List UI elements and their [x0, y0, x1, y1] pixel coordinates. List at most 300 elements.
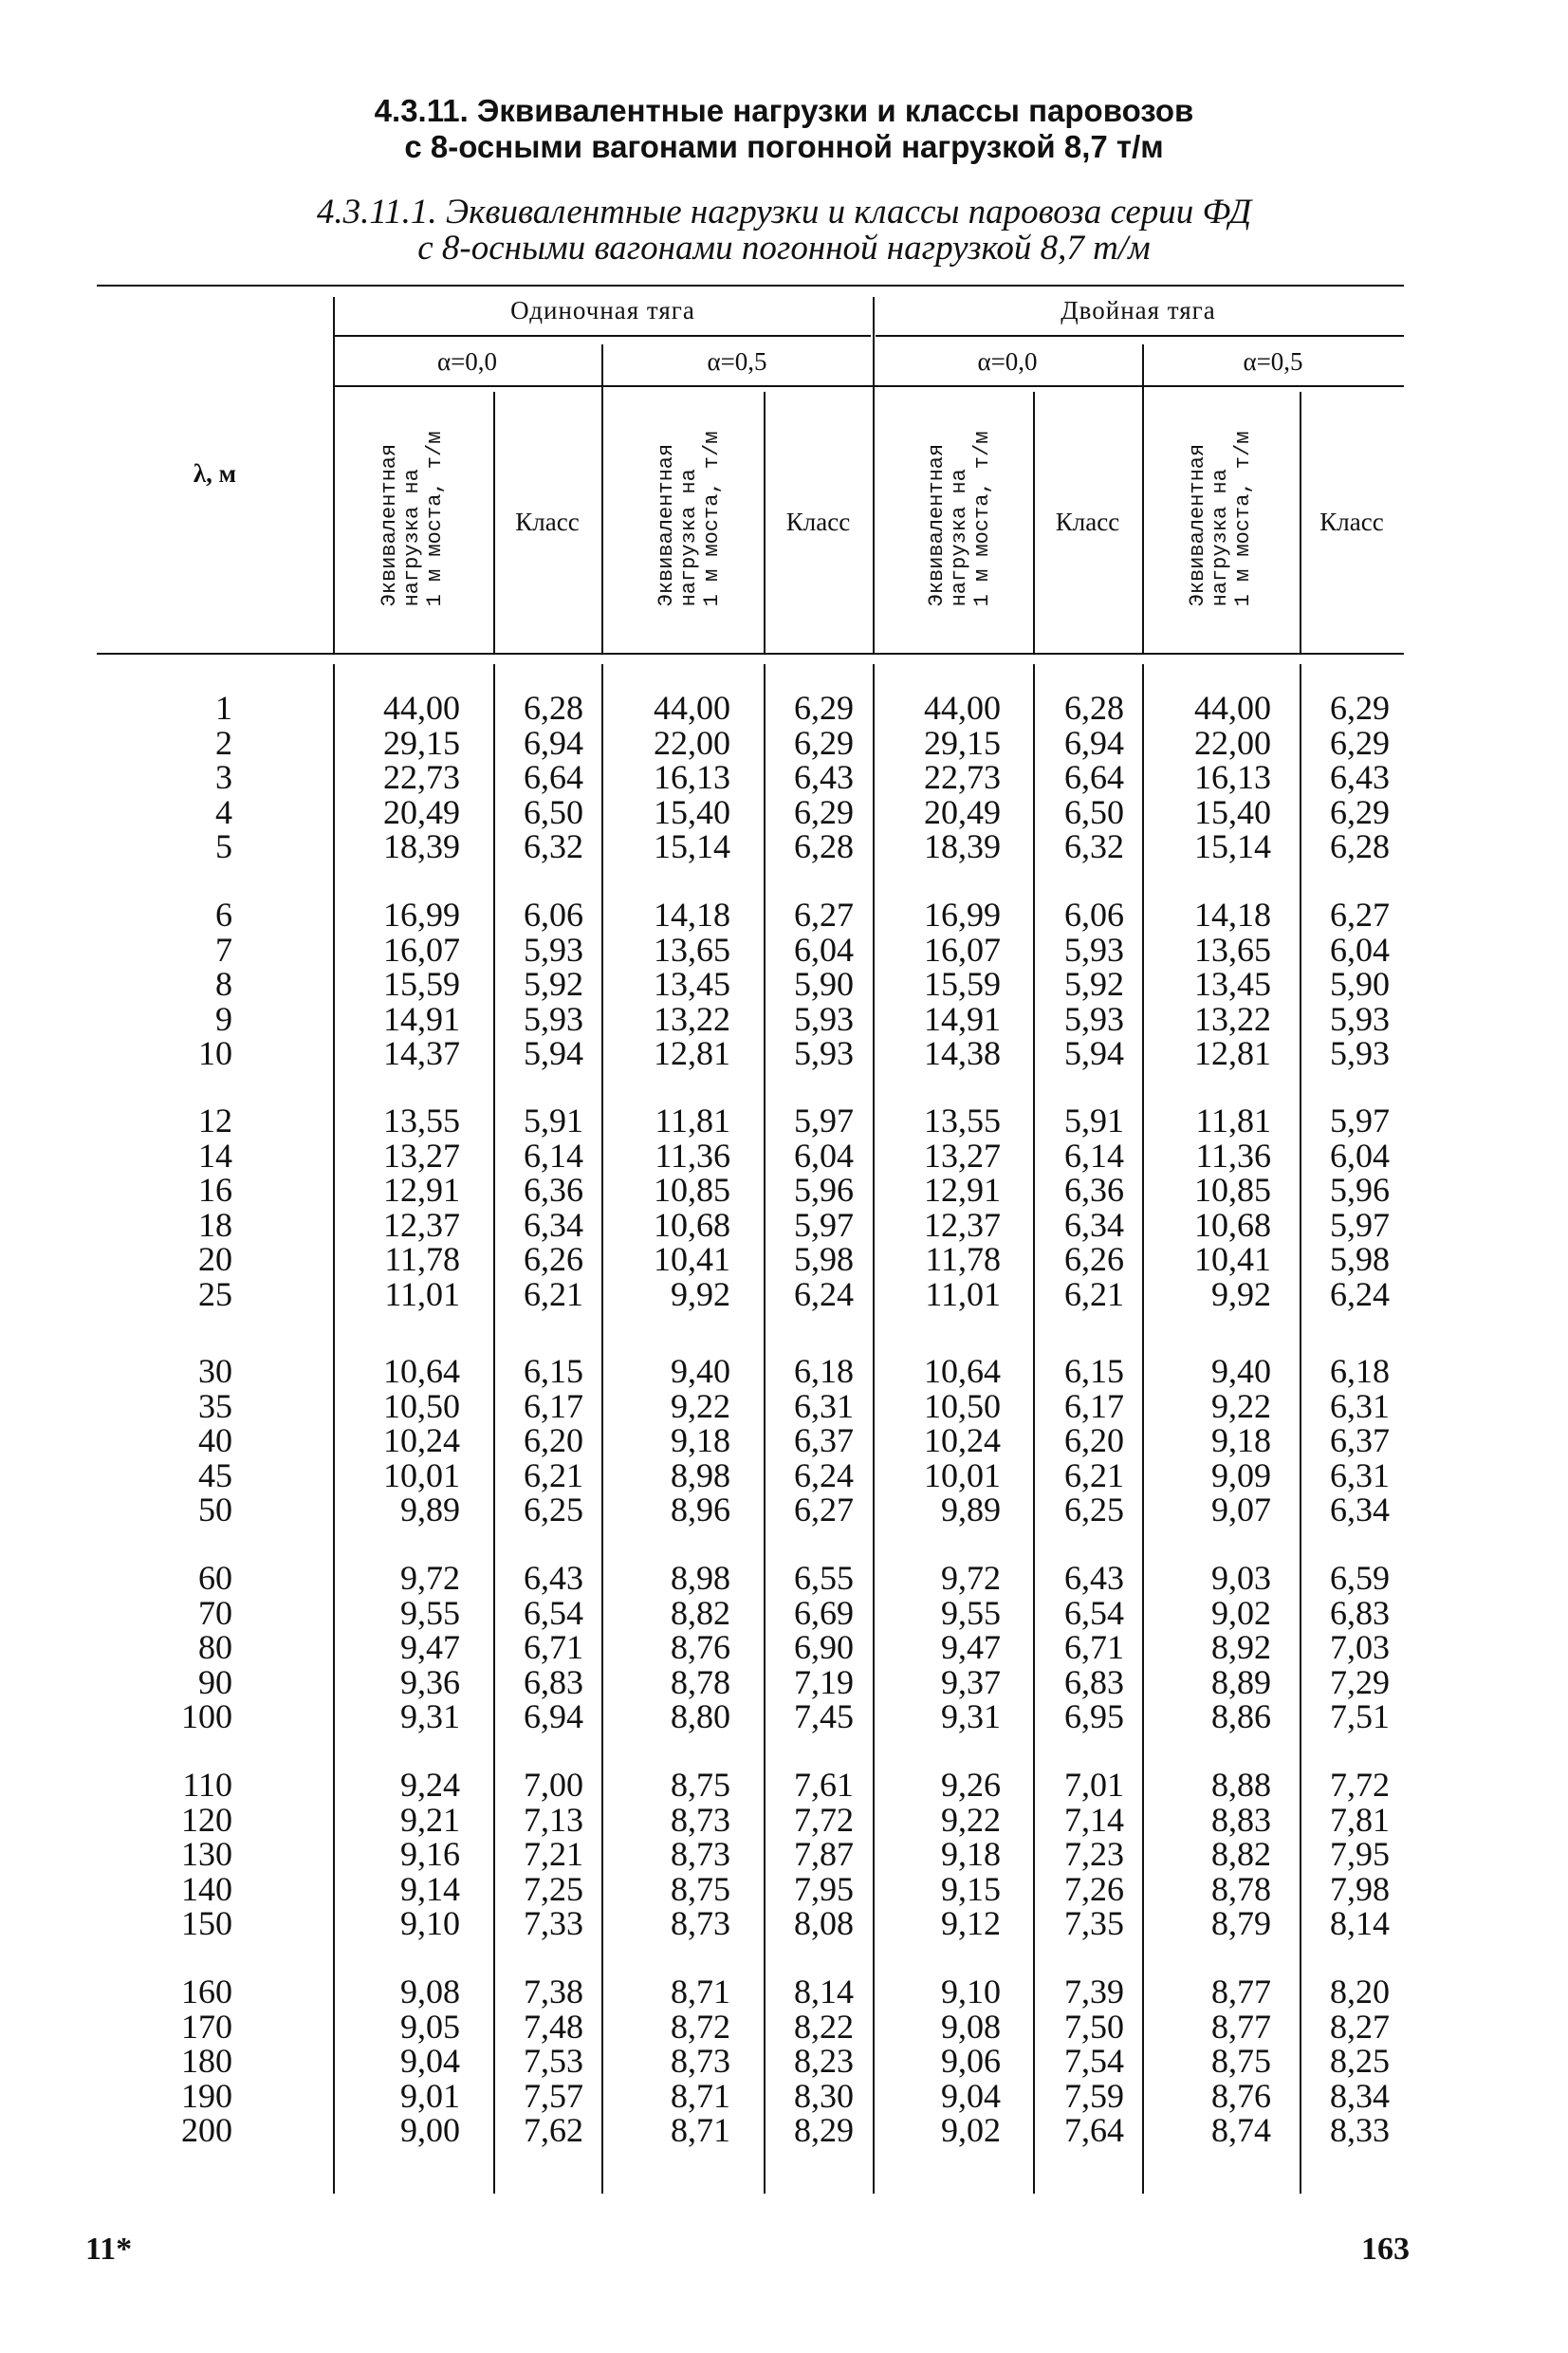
table-title-line-2: с 8-осными вагонами погонной нагрузкой 8,7 т/м: [417, 229, 1151, 268]
class-cell: 6,27: [794, 896, 854, 934]
eq-load-cell: 16,13: [654, 758, 730, 796]
eq-load-cell: 22,73: [383, 758, 460, 796]
class-header-4: Класс: [1319, 508, 1384, 536]
class-cell: 6,43: [1064, 1559, 1124, 1597]
eq-load-cell: 9,01: [400, 2076, 460, 2115]
group-header-double: Двойная тяга: [1061, 296, 1216, 324]
class-cell: 7,95: [794, 1869, 854, 1908]
lambda-cell: 16: [198, 1171, 232, 1209]
eq-load-cell: 44,00: [383, 689, 460, 727]
eq-load-cell: 9,18: [1211, 1421, 1271, 1459]
class-cell: 6,17: [524, 1386, 583, 1425]
class-cell: 6,54: [524, 1593, 583, 1632]
class-cell: 5,93: [794, 999, 854, 1038]
table-row: [0, 1699, 1568, 1734]
class-cell: 6,43: [524, 1559, 583, 1597]
eq-load-cell: 20,49: [383, 792, 460, 831]
class-cell: 8,14: [794, 1973, 854, 2010]
eq-load-cell: 9,40: [671, 1352, 730, 1390]
eq-load-cell: 11,78: [384, 1240, 460, 1278]
lambda-cell: 100: [181, 1697, 232, 1735]
eq-load-cell: 8,76: [671, 1628, 730, 1666]
class-cell: 5,91: [1064, 1102, 1124, 1139]
eq-load-cell: 10,68: [654, 1205, 730, 1244]
class-cell: 5,97: [794, 1205, 854, 1244]
eq-load-cell: 12,81: [654, 1034, 730, 1072]
eq-load-cell: 9,92: [1211, 1274, 1271, 1313]
eq-load-cell: 9,72: [400, 1559, 460, 1597]
eq-load-cell: 8,73: [671, 1835, 730, 1873]
eq-load-cell: 9,89: [941, 1491, 1001, 1529]
eq-load-cell: 15,59: [383, 965, 460, 1003]
class-cell: 8,08: [794, 1904, 854, 1942]
eq-load-cell: 9,40: [1211, 1352, 1271, 1390]
eq-load-cell: 22,00: [1194, 723, 1271, 762]
class-cell: 6,27: [794, 1491, 854, 1529]
eq-load-header-3: Эквивалентная нагрузка на 1 м моста, т/м: [925, 431, 994, 607]
table-row: [0, 1205, 1568, 1244]
class-cell: 8,29: [794, 2111, 854, 2149]
section-heading-line-2: с 8-осными вагонами погонной нагрузкой 8,7 т/м: [404, 129, 1164, 164]
class-cell: 6,64: [524, 758, 583, 796]
section-heading-line-1: 4.3.11. Эквивалентные нагрузки и классы паровозов: [374, 93, 1194, 128]
eq-load-cell: 10,24: [383, 1421, 460, 1459]
table-row: [0, 2007, 1568, 2046]
table-row: [0, 999, 1568, 1038]
class-cell: 8,20: [1330, 1973, 1390, 2010]
eq-load-cell: 8,77: [1211, 2007, 1271, 2046]
class-cell: 6,29: [1330, 689, 1390, 727]
eq-load-cell: 15,40: [1194, 792, 1271, 831]
eq-load-cell: 10,24: [924, 1421, 1001, 1459]
eq-load-cell: 20,49: [924, 792, 1001, 831]
eq-load-cell: 14,91: [924, 999, 1001, 1038]
lambda-cell: 190: [181, 2076, 232, 2115]
class-cell: 7,61: [794, 1766, 854, 1804]
eq-load-cell: 8,72: [671, 2007, 730, 2046]
eq-load-cell: 18,39: [383, 827, 460, 865]
class-cell: 5,93: [1064, 930, 1124, 969]
lambda-cell: 120: [181, 1800, 232, 1839]
double-traction-rule: [876, 335, 1404, 337]
class-cell: 6,20: [524, 1421, 583, 1459]
eq-load-cell: 9,22: [941, 1800, 1001, 1839]
table-row: [0, 1593, 1568, 1632]
eq-load-cell: 29,15: [383, 723, 460, 762]
class-cell: 5,96: [794, 1171, 854, 1209]
eq-load-cell: 9,92: [671, 1274, 730, 1313]
class-cell: 5,97: [1330, 1102, 1390, 1139]
class-cell: 7,29: [1330, 1662, 1390, 1701]
class-cell: 7,00: [524, 1766, 583, 1804]
eq-load-cell: 10,85: [654, 1171, 730, 1209]
eq-load-cell: 8,76: [1211, 2076, 1271, 2115]
table-row: [0, 1354, 1568, 1389]
lambda-cell: 9: [215, 999, 232, 1038]
table-row: [0, 1768, 1568, 1803]
lambda-cell: 20: [198, 1240, 232, 1278]
class-cell: 6,28: [794, 827, 854, 865]
class-cell: 6,21: [1064, 1455, 1124, 1494]
eq-load-cell: 8,74: [1211, 2111, 1271, 2149]
table-row: [0, 829, 1568, 864]
class-cell: 6,24: [794, 1455, 854, 1494]
lambda-cell: 6: [215, 896, 232, 934]
table-row: [0, 1423, 1568, 1458]
eq-load-cell: 9,04: [941, 2076, 1001, 2115]
table-row: [0, 967, 1568, 1002]
class-cell: 6,28: [1064, 689, 1124, 727]
eq-load-cell: 9,08: [400, 1973, 460, 2010]
class-cell: 6,83: [524, 1662, 583, 1701]
eq-load-cell: 8,78: [671, 1662, 730, 1701]
table-title-line-1: 4.3.11.1. Эквивалентные нагрузки и классы паровоза серии ФД: [316, 193, 1252, 232]
class-cell: 6,31: [1330, 1455, 1390, 1494]
eq-load-cell: 12,81: [1194, 1034, 1271, 1072]
eq-load-cell: 11,81: [655, 1102, 730, 1139]
eq-load-cell: 16,07: [924, 930, 1001, 969]
class-cell: 6,21: [1064, 1274, 1124, 1313]
class-cell: 7,23: [1064, 1835, 1124, 1873]
eq-load-cell: 9,31: [941, 1697, 1001, 1735]
class-cell: 6,54: [1064, 1593, 1124, 1632]
alpha-header-3: α=0,0: [977, 347, 1038, 376]
eq-load-cell: 9,72: [941, 1559, 1001, 1597]
eq-load-cell: 44,00: [654, 689, 730, 727]
class-cell: 6,04: [794, 1136, 854, 1175]
lambda-cell: 90: [198, 1662, 232, 1701]
eq-load-cell: 11,36: [655, 1136, 730, 1175]
lambda-cell: 140: [181, 1869, 232, 1908]
eq-load-cell: 22,00: [654, 723, 730, 762]
class-cell: 5,90: [1330, 965, 1390, 1003]
class-cell: 6,83: [1064, 1662, 1124, 1701]
class-cell: 7,72: [794, 1800, 854, 1839]
class-cell: 6,36: [1064, 1171, 1124, 1209]
table-row: [0, 1274, 1568, 1313]
class-cell: 5,93: [1064, 999, 1124, 1038]
class-cell: 7,03: [1330, 1628, 1390, 1666]
class-cell: 6,50: [524, 792, 583, 831]
class-cell: 6,59: [1330, 1559, 1390, 1597]
eq-load-cell: 8,78: [1211, 1869, 1271, 1908]
eq-load-cell: 8,89: [1211, 1662, 1271, 1701]
class-cell: 6,27: [1330, 896, 1390, 934]
col-divider-alpha-double: [1142, 344, 1144, 653]
class-cell: 6,24: [794, 1274, 854, 1313]
class-cell: 6,21: [524, 1455, 583, 1494]
table-row: [0, 1455, 1568, 1494]
class-cell: 7,45: [794, 1697, 854, 1735]
eq-load-header-4: Эквивалентная нагрузка на 1 м моста, т/м: [1186, 431, 1255, 607]
class-cell: 8,22: [794, 2007, 854, 2046]
class-header-1: Класс: [515, 508, 580, 536]
eq-load-cell: 13,22: [654, 999, 730, 1038]
class-cell: 5,94: [524, 1034, 583, 1072]
class-cell: 8,30: [794, 2076, 854, 2115]
table-row: [0, 1974, 1568, 2010]
class-cell: 6,28: [1330, 827, 1390, 865]
eq-load-cell: 13,65: [1194, 930, 1271, 969]
eq-load-cell: 9,03: [1211, 1559, 1271, 1597]
class-cell: 5,98: [794, 1240, 854, 1278]
class-cell: 6,43: [794, 758, 854, 796]
eq-load-cell: 8,75: [671, 1869, 730, 1908]
class-header-3: Класс: [1055, 508, 1120, 536]
lambda-cell: 30: [198, 1352, 232, 1390]
eq-load-cell: 16,99: [383, 896, 460, 934]
class-cell: 5,97: [794, 1102, 854, 1139]
eq-load-cell: 10,85: [1194, 1171, 1271, 1209]
eq-load-cell: 9,09: [1211, 1455, 1271, 1494]
eq-load-cell: 9,26: [941, 1766, 1001, 1804]
class-cell: 6,25: [524, 1491, 583, 1529]
lambda-cell: 1: [215, 689, 232, 727]
eq-load-cell: 9,47: [400, 1628, 460, 1666]
eq-load-cell: 9,18: [941, 1835, 1001, 1873]
class-cell: 6,29: [794, 723, 854, 762]
class-cell: 6,21: [524, 1274, 583, 1313]
lambda-cell: 18: [198, 1205, 232, 1244]
eq-load-cell: 14,91: [383, 999, 460, 1038]
class-cell: 7,62: [524, 2111, 583, 2149]
eq-load-cell: 14,37: [383, 1034, 460, 1072]
class-cell: 7,26: [1064, 1869, 1124, 1908]
signature-mark: 11*: [85, 2232, 133, 2267]
class-cell: 5,93: [1330, 1034, 1390, 1072]
single-traction-rule: [333, 335, 871, 337]
class-cell: 6,71: [524, 1628, 583, 1666]
eq-load-cell: 8,98: [671, 1559, 730, 1597]
class-cell: 6,15: [524, 1352, 583, 1390]
class-cell: 6,43: [1330, 758, 1390, 796]
eq-load-cell: 11,01: [925, 1274, 1001, 1313]
class-cell: 7,72: [1330, 1766, 1390, 1804]
class-cell: 6,25: [1064, 1491, 1124, 1529]
eq-load-cell: 10,68: [1194, 1205, 1271, 1244]
class-cell: 6,29: [1330, 723, 1390, 762]
class-cell: 6,83: [1330, 1593, 1390, 1632]
eq-load-cell: 9,21: [400, 1800, 460, 1839]
eq-load-cell: 16,13: [1194, 758, 1271, 796]
eq-load-cell: 9,55: [941, 1593, 1001, 1632]
class-cell: 6,50: [1064, 792, 1124, 831]
table-row: [0, 1869, 1568, 1908]
class-cell: 6,94: [1064, 723, 1124, 762]
class-cell: 6,04: [1330, 930, 1390, 969]
class-cell: 6,28: [524, 689, 583, 727]
class-cell: 7,98: [1330, 1869, 1390, 1908]
eq-load-cell: 9,05: [400, 2007, 460, 2046]
eq-load-cell: 9,00: [400, 2111, 460, 2149]
class-cell: 6,90: [794, 1628, 854, 1666]
class-cell: 6,94: [524, 723, 583, 762]
class-cell: 7,33: [524, 1904, 583, 1942]
class-header-2: Класс: [785, 508, 851, 536]
lambda-cell: 180: [181, 2042, 232, 2080]
eq-load-cell: 10,50: [924, 1386, 1001, 1425]
eq-load-cell: 12,37: [924, 1205, 1001, 1244]
class-cell: 7,81: [1330, 1800, 1390, 1839]
lambda-cell: 50: [198, 1491, 232, 1529]
class-cell: 5,93: [794, 1034, 854, 1072]
lambda-cell: 110: [182, 1766, 232, 1804]
table-row: [0, 2044, 1568, 2079]
eq-load-cell: 9,31: [400, 1697, 460, 1735]
eq-load-cell: 11,78: [925, 1240, 1001, 1278]
lambda-cell: 200: [181, 2111, 232, 2149]
table-row: [0, 1561, 1568, 1596]
class-cell: 8,23: [794, 2042, 854, 2080]
lambda-cell: 10: [198, 1034, 232, 1072]
class-cell: 7,53: [524, 2042, 583, 2080]
class-cell: 7,21: [524, 1835, 583, 1873]
class-cell: 8,25: [1330, 2042, 1390, 2080]
lambda-cell: 45: [198, 1455, 232, 1494]
header-bottom-rule: [97, 653, 1404, 655]
lambda-header: λ, м: [193, 459, 237, 488]
eq-load-cell: 8,75: [1211, 2042, 1271, 2080]
lambda-cell: 4: [215, 792, 232, 831]
class-cell: 6,29: [794, 792, 854, 831]
lambda-cell: 80: [198, 1628, 232, 1666]
class-cell: 6,04: [794, 930, 854, 969]
class-cell: 5,97: [1330, 1205, 1390, 1244]
class-cell: 6,06: [524, 896, 583, 934]
eq-load-cell: 15,14: [1194, 827, 1271, 865]
table-row: [0, 1103, 1568, 1139]
eq-load-cell: 12,91: [383, 1171, 460, 1209]
eq-load-cell: 8,73: [671, 1800, 730, 1839]
eq-load-cell: 10,01: [924, 1455, 1001, 1494]
eq-load-cell: 13,45: [654, 965, 730, 1003]
lambda-cell: 8: [215, 965, 232, 1003]
eq-load-cell: 9,22: [1211, 1386, 1271, 1425]
class-cell: 5,94: [1064, 1034, 1124, 1072]
eq-load-cell: 44,00: [1194, 689, 1271, 727]
eq-load-cell: 8,83: [1211, 1800, 1271, 1839]
eq-load-header-1: Эквивалентная нагрузка на 1 м моста, т/м: [378, 431, 447, 607]
class-cell: 7,57: [524, 2076, 583, 2115]
eq-load-cell: 8,96: [671, 1491, 730, 1529]
table-row: [0, 1800, 1568, 1839]
lambda-cell: 40: [198, 1421, 232, 1459]
class-cell: 7,64: [1064, 2111, 1124, 2149]
eq-load-cell: 10,50: [383, 1386, 460, 1425]
lambda-cell: 3: [215, 758, 232, 796]
alpha-header-1: α=0,0: [436, 347, 498, 376]
class-cell: 6,15: [1064, 1352, 1124, 1390]
eq-load-cell: 9,47: [941, 1628, 1001, 1666]
eq-load-cell: 9,06: [941, 2042, 1001, 2080]
eq-load-cell: 10,64: [383, 1352, 460, 1390]
eq-load-cell: 9,89: [400, 1491, 460, 1529]
eq-load-header-2: Эквивалентная нагрузка на 1 м моста, т/м: [655, 431, 724, 607]
eq-load-cell: 8,98: [671, 1455, 730, 1494]
eq-load-cell: 9,02: [1211, 1593, 1271, 1632]
lambda-cell: 2: [215, 723, 232, 762]
eq-load-cell: 8,80: [671, 1697, 730, 1735]
eq-load-cell: 14,18: [654, 896, 730, 934]
eq-load-cell: 10,01: [383, 1455, 460, 1494]
table-row: [0, 2076, 1568, 2115]
class-cell: 6,26: [1064, 1240, 1124, 1278]
eq-load-cell: 9,37: [941, 1662, 1001, 1701]
class-cell: 6,71: [1064, 1628, 1124, 1666]
eq-load-cell: 9,08: [941, 2007, 1001, 2046]
class-cell: 5,98: [1330, 1240, 1390, 1278]
eq-load-cell: 8,82: [671, 1593, 730, 1632]
page-number: 163: [1361, 2232, 1410, 2267]
col-divider-alpha-single: [601, 344, 603, 653]
eq-load-cell: 9,24: [400, 1766, 460, 1804]
class-cell: 7,54: [1064, 2042, 1124, 2080]
class-cell: 6,18: [1330, 1352, 1390, 1390]
lambda-cell: 150: [181, 1904, 232, 1942]
eq-load-cell: 8,88: [1211, 1766, 1271, 1804]
class-cell: 6,37: [1330, 1421, 1390, 1459]
class-cell: 7,59: [1064, 2076, 1124, 2115]
eq-load-cell: 8,77: [1211, 1973, 1271, 2010]
class-cell: 6,32: [524, 827, 583, 865]
eq-load-cell: 9,12: [941, 1904, 1001, 1942]
lambda-cell: 14: [198, 1136, 232, 1175]
lambda-cell: 5: [215, 827, 232, 865]
class-cell: 6,17: [1064, 1386, 1124, 1425]
class-cell: 7,50: [1064, 2007, 1124, 2046]
class-cell: 7,51: [1330, 1697, 1390, 1735]
class-cell: 6,04: [1330, 1136, 1390, 1175]
class-cell: 7,19: [794, 1662, 854, 1701]
eq-load-cell: 15,59: [924, 965, 1001, 1003]
eq-load-cell: 8,73: [671, 1904, 730, 1942]
eq-load-cell: 9,36: [400, 1662, 460, 1701]
group-header-single: Одиночная тяга: [510, 296, 695, 324]
class-cell: 6,26: [524, 1240, 583, 1278]
class-cell: 5,93: [1330, 999, 1390, 1038]
eq-load-cell: 16,99: [924, 896, 1001, 934]
table-top-rule: [97, 285, 1404, 287]
eq-load-cell: 14,18: [1194, 896, 1271, 934]
class-cell: 6,06: [1064, 896, 1124, 934]
eq-load-cell: 29,15: [924, 723, 1001, 762]
eq-load-cell: 8,71: [671, 2076, 730, 2115]
class-cell: 8,33: [1330, 2111, 1390, 2149]
class-cell: 7,87: [794, 1835, 854, 1873]
eq-load-cell: 9,22: [671, 1386, 730, 1425]
class-cell: 7,35: [1064, 1904, 1124, 1942]
eq-load-cell: 8,75: [671, 1766, 730, 1804]
eq-load-cell: 11,36: [1195, 1136, 1271, 1175]
eq-load-cell: 14,38: [924, 1034, 1001, 1072]
class-cell: 7,39: [1064, 1973, 1124, 2010]
class-cell: 8,34: [1330, 2076, 1390, 2115]
eq-load-cell: 8,82: [1211, 1835, 1271, 1873]
class-cell: 6,36: [524, 1171, 583, 1209]
table-row: [0, 792, 1568, 831]
eq-load-cell: 22,73: [924, 758, 1001, 796]
eq-load-cell: 13,27: [383, 1136, 460, 1175]
lambda-cell: 12: [198, 1102, 232, 1139]
class-cell: 6,94: [524, 1697, 583, 1735]
class-cell: 7,13: [524, 1800, 583, 1839]
class-cell: 6,29: [1330, 792, 1390, 831]
eq-load-cell: 10,64: [924, 1352, 1001, 1390]
class-cell: 6,18: [794, 1352, 854, 1390]
eq-load-cell: 13,65: [654, 930, 730, 969]
table-row: [0, 898, 1568, 933]
table-row: [0, 1837, 1568, 1872]
